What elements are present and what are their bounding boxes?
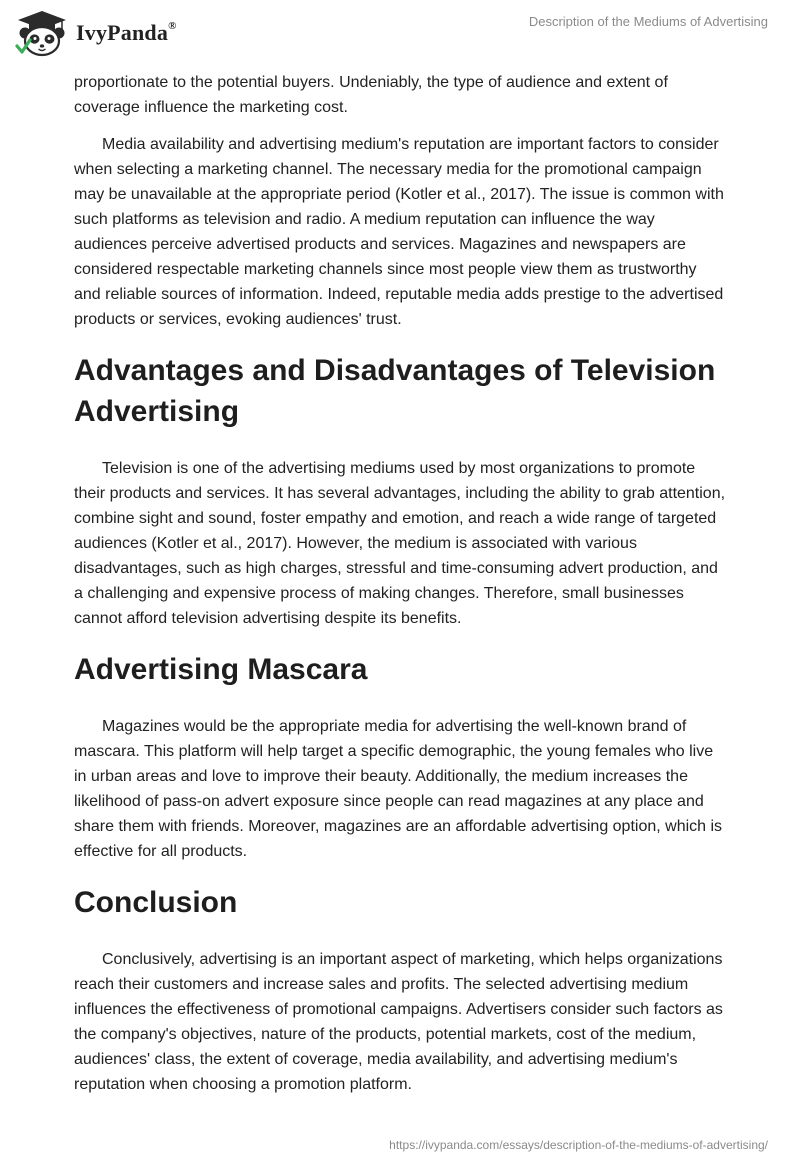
- paragraph-continued: proportionate to the potential buyers. Undeniably, the type of audience and extent of coverage influence the marketing cost.: [74, 74, 668, 116]
- registered-mark: ®: [168, 19, 177, 32]
- brand-name: IvyPanda®: [76, 19, 177, 45]
- paragraph-media-availability: Media availability and advertising medium's reputation are important factors to consider when selecting a marketing channel. The necessary media for the promotional campaign may be unavailable at the appropriate period (Kotler et al., 2017). The issue is common with such platforms as television and radio. A medium reputation can influence the way audiences perceive advertised products and services. Magazines and newspapers are considered respectable marketing channels since most people view them as trustworthy and reliable sources of information. Indeed, reputable media adds prestige to the advertised products or services, evoking audiences' trust.: [74, 136, 724, 328]
- paragraph-television: Television is one of the advertising mediums used by most organizations to promote their products and services. It has several advantages, including the ability to grab attention, combine sight and sound, foster empathy and emotion, and reach a wide range of targeted audiences (Kotler et al., 2017). However, the medium is associated with various disadvantages, such as high charges, stressful and time-consuming advert production, and a challenging and expensive process of making changes. Therefore, small businesses cannot afford television advertising despite its benefits.: [74, 460, 726, 627]
- source-url[interactable]: https://ivypanda.com/essays/description-of-the-mediums-of-advertising/: [389, 1138, 768, 1152]
- section-heading-mascara: Advertising Mascara: [74, 653, 368, 686]
- section-heading-television: Advantages and Disadvantages of Television Advertising: [74, 354, 716, 428]
- page-header: [0, 0, 800, 70]
- ivypanda-logo[interactable]: [14, 9, 184, 57]
- paragraph-mascara: Magazines would be the appropriate media for advertising the well-known brand of mascara. This platform will help target a specific demographic, the young females who live in urban areas and love to improve their beauty. Additionally, the medium increases the likelihood of pass-on advert exposure since people can read magazines at any place and share them with friends. Moreover, magazines are an affordable advertising option, which is effective for all products.: [74, 718, 723, 860]
- paragraph-conclusion: Conclusively, advertising is an important aspect of marketing, which helps organizations reach their customers and increase sales and profits. The selected advertising medium influences the effectiveness of promotional campaigns. Advertisers consider such factors as the company's objectives, nature of the products, potential markets, cost of the medium, audiences' class, the extent of coverage, media availability, and advertising medium's reputation when choosing a promotion platform.: [74, 951, 723, 1093]
- panda-graduate-icon: [14, 9, 70, 57]
- section-heading-conclusion: Conclusion: [74, 886, 238, 919]
- document-title: Description of the Mediums of Advertising: [528, 14, 768, 29]
- essay-body: [74, 70, 726, 1109]
